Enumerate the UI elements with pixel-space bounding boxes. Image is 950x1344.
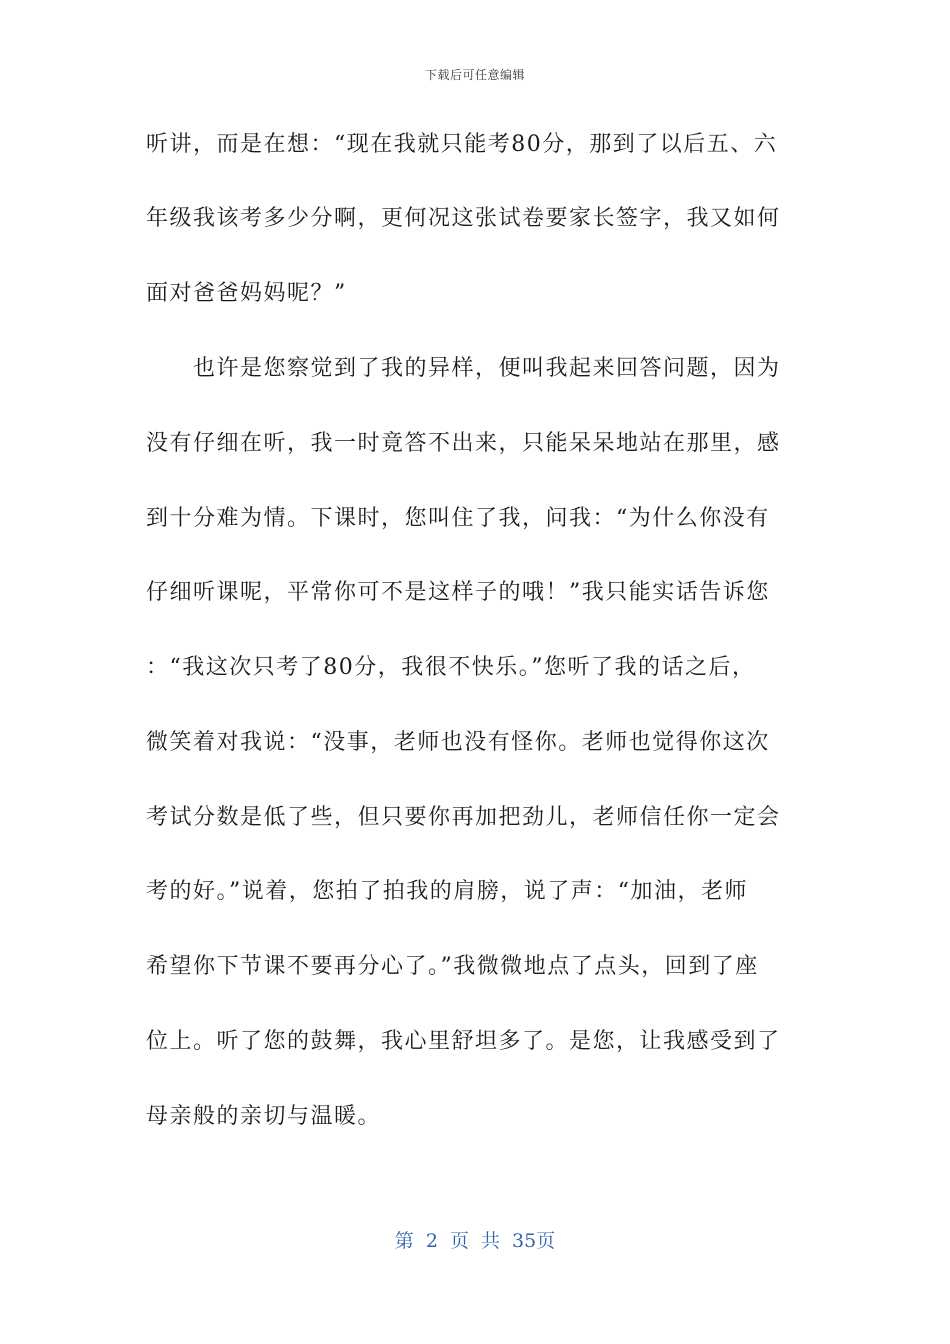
text-line: 年级我该考多少分啊，更何况这张试卷要家长签字，我又如何 (146, 206, 781, 231)
text-line: 希望你下节课不要再分心了。”我微微地点了点头，回到了座 (146, 954, 759, 979)
text-line: 仔细听课呢，平常你可不是这样子的哦！”我只能实话告诉您 (146, 580, 770, 605)
text-line: 考试分数是低了些，但只要你再加把劲儿，老师信任你一定会 (146, 805, 781, 830)
text-line: 面对爸爸妈妈呢？” (146, 281, 347, 306)
text-line: 听讲，而是在想：“现在我就只能考80分，那到了以后五、六 (146, 132, 778, 157)
text-line: 微笑着对我说：“没事，老师也没有怪你。老师也觉得你这次 (146, 730, 770, 755)
text-line: 到十分难为情。下课时，您叫住了我，问我：“为什么你没有 (146, 506, 770, 531)
text-line: 位上。听了您的鼓舞，我心里舒坦多了。是您，让我感受到了 (146, 1029, 781, 1054)
text-line: 母亲般的亲切与温暖。 (146, 1104, 382, 1129)
text-line: 考的好。”说着，您拍了拍我的肩膀，说了声：“加油，老师 (146, 879, 748, 904)
text-line: 没有仔细在听，我一时竟答不出来，只能呆呆地站在那里，感 (146, 431, 781, 456)
text-line: 也许是您察觉到了我的异样，便叫我起来回答问题，因为 (146, 356, 781, 381)
text-line: ：“我这次只考了80分，我很不快乐。”您听了我的话之后， (146, 655, 756, 680)
page-header: 下载后可任意编辑 (424, 68, 525, 82)
page-number-footer: 第 2 页 共 35页 (394, 1230, 556, 1252)
